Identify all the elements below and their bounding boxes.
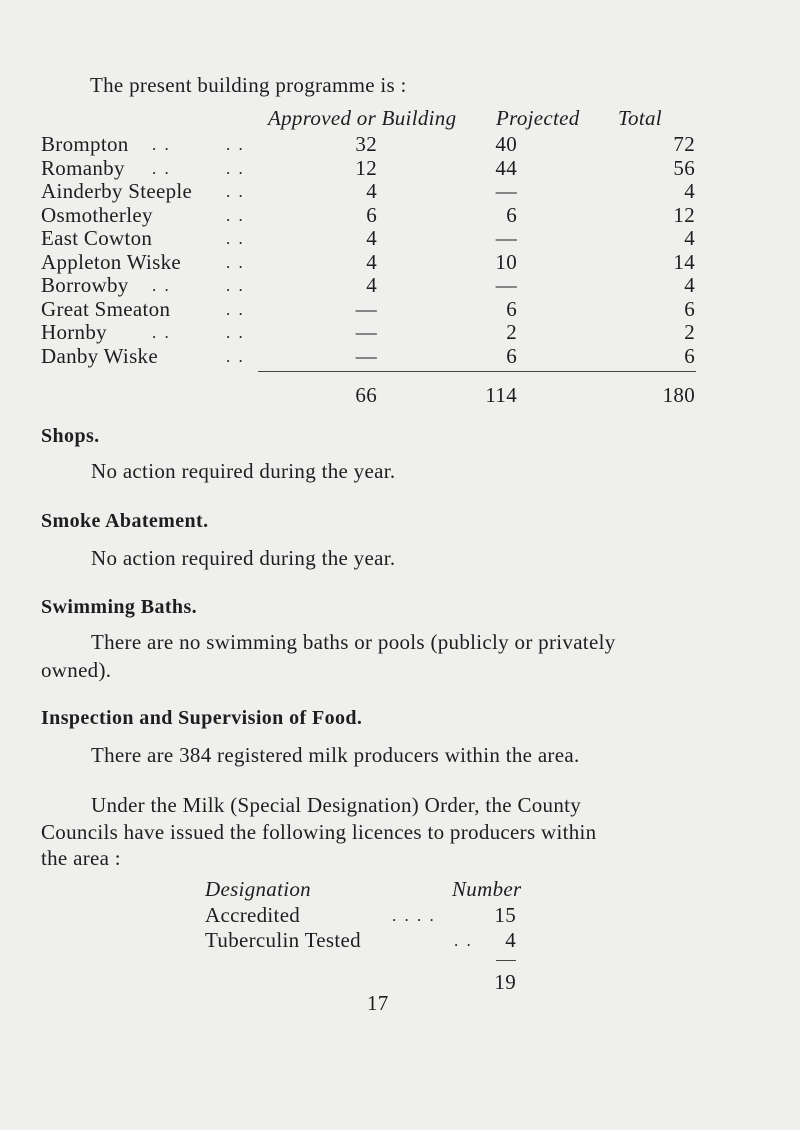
- table-cell-total: 6: [684, 344, 695, 368]
- table-cell-approved: —: [355, 320, 377, 344]
- table-cell-projected: 6: [506, 203, 517, 227]
- table-cell-approved: —: [355, 297, 377, 321]
- table-row-place: Hornby: [41, 320, 107, 344]
- licence-row-designation: Accredited: [205, 903, 301, 927]
- header-projected: Projected: [496, 106, 580, 130]
- table-cell-approved: 6: [366, 203, 377, 227]
- table-cell-approved: 4: [366, 250, 377, 274]
- table-cell-total: 72: [673, 132, 695, 156]
- table-cell-projected: 10: [495, 250, 517, 274]
- swimming-line1: There are no swimming baths or pools (publicly or privately: [91, 630, 616, 654]
- licence-row-designation: Tuberculin Tested: [205, 928, 361, 952]
- table-cell-projected: 6: [506, 297, 517, 321]
- table-row-leader-dots: . .: [226, 135, 245, 154]
- table-row-leader-dots: . .: [226, 229, 245, 248]
- table-row-leader-dots: . .: [152, 159, 171, 178]
- licences-header-number: Number: [452, 877, 522, 901]
- total-total: 180: [662, 383, 695, 407]
- swimming-heading: Swimming Baths.: [41, 596, 198, 618]
- table-cell-total: 14: [673, 250, 695, 274]
- table-row-leader-dots: . .: [226, 182, 245, 201]
- table-cell-approved: 4: [366, 273, 377, 297]
- table-cell-projected: 2: [506, 320, 517, 344]
- totals-rule: [258, 371, 696, 372]
- header-approved: Approved or Building: [268, 106, 457, 130]
- table-row-leader-dots: . .: [226, 323, 245, 342]
- table-cell-total: 4: [684, 179, 695, 203]
- table-cell-projected: 40: [495, 132, 517, 156]
- table-cell-total: 4: [684, 226, 695, 250]
- inspection-heading: Inspection and Supervision of Food.: [41, 707, 363, 729]
- inspection-para2-line3: the area :: [41, 846, 121, 870]
- table-cell-projected: —: [495, 226, 517, 250]
- table-row-leader-dots: . .: [226, 300, 245, 319]
- smoke-heading: Smoke Abatement.: [41, 510, 209, 532]
- table-row-place: Ainderby Steeple: [41, 179, 193, 203]
- table-cell-approved: —: [355, 344, 377, 368]
- total-projected: 114: [485, 383, 517, 407]
- table-cell-total: 4: [684, 273, 695, 297]
- licence-row-number: 15: [494, 903, 516, 927]
- table-row-leader-dots: . .: [226, 276, 245, 295]
- inspection-para2-line1: Under the Milk (Special Designation) Order, the County: [91, 793, 582, 817]
- header-total: Total: [618, 106, 662, 130]
- table-cell-projected: —: [495, 179, 517, 203]
- table-cell-approved: 32: [355, 132, 377, 156]
- table-row-leader-dots: . .: [152, 276, 171, 295]
- smoke-body: No action required during the year.: [91, 546, 396, 570]
- licences-total: 19: [494, 970, 516, 994]
- table-cell-total: 6: [684, 297, 695, 321]
- table-row-place: East Cowton: [41, 226, 153, 250]
- table-cell-approved: 12: [355, 156, 377, 180]
- licences-total-rule: [496, 960, 516, 961]
- licence-row-number: 4: [505, 928, 516, 952]
- shops-body: No action required during the year.: [91, 459, 396, 483]
- shops-heading: Shops.: [41, 425, 100, 447]
- table-cell-approved: 4: [366, 226, 377, 250]
- table-cell-total: 2: [684, 320, 695, 344]
- inspection-para2-line2: Councils have issued the following licences to producers within: [41, 820, 597, 844]
- table-row-leader-dots: . .: [226, 347, 245, 366]
- table-row-leader-dots: . .: [152, 135, 171, 154]
- table-cell-total: 12: [673, 203, 695, 227]
- page-number: 17: [367, 991, 389, 1015]
- table-row-place: Osmotherley: [41, 203, 153, 227]
- licences-header-designation: Designation: [205, 877, 311, 901]
- inspection-para1: There are 384 registered milk producers within the area.: [91, 743, 580, 767]
- table-cell-projected: —: [495, 273, 517, 297]
- table-row-place: Appleton Wiske: [41, 250, 182, 274]
- table-row-leader-dots: . .: [226, 253, 245, 272]
- table-cell-approved: 4: [366, 179, 377, 203]
- licence-row-dots: . . . .: [392, 906, 436, 925]
- intro-text: The present building programme is :: [90, 73, 407, 97]
- table-row-place: Romanby: [41, 156, 125, 180]
- table-row-place: Borrowby: [41, 273, 129, 297]
- table-row-leader-dots: . .: [226, 206, 245, 225]
- table-cell-projected: 6: [506, 344, 517, 368]
- table-cell-projected: 44: [495, 156, 517, 180]
- licence-row-dots: . .: [454, 931, 473, 950]
- table-row-place: Danby Wiske: [41, 344, 158, 368]
- table-row-place: Brompton: [41, 132, 129, 156]
- table-row-leader-dots: . .: [226, 159, 245, 178]
- table-row-place: Great Smeaton: [41, 297, 171, 321]
- swimming-line2: owned).: [41, 658, 112, 682]
- total-approved: 66: [355, 383, 377, 407]
- table-cell-total: 56: [673, 156, 695, 180]
- table-row-leader-dots: . .: [152, 323, 171, 342]
